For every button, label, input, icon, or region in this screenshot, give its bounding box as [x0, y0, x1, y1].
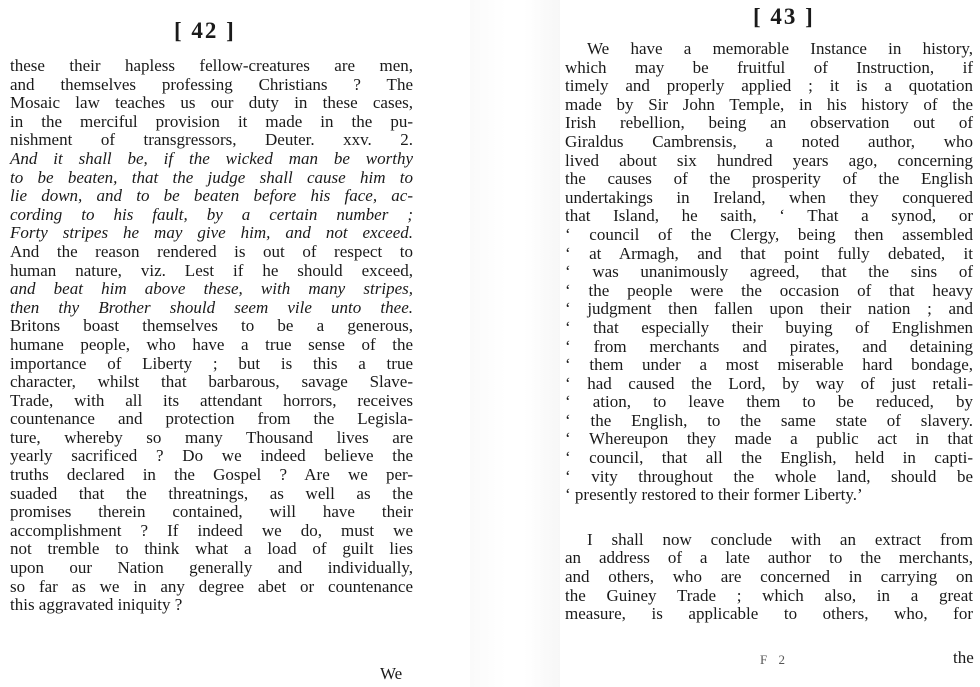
text-line: and beat him above these, with many stripes, — [10, 279, 413, 299]
text-line: Irish rebellion, being an observation out of — [565, 113, 973, 133]
text-line: ‘ that especially their buying of Englishmen — [565, 317, 973, 337]
text-line: And it shall be, if the wicked man be worthy — [10, 148, 413, 168]
page-number: [ 42 ] — [174, 18, 236, 43]
text-line: the Guiney Trade ; which also, in a great — [565, 585, 973, 605]
text-line: measure, is applicable to others, who, for — [565, 604, 973, 624]
left-page-text — [10, 57, 413, 615]
text-line: an address of a late author to the merchants, — [565, 548, 973, 568]
text-line: the causes of the prosperity of the English — [565, 169, 973, 189]
text-line: Mosaic law teaches us our duty in these cases, — [10, 93, 413, 113]
signature-mark: F 2 — [760, 652, 789, 667]
text-line: that Island, he saith, ‘ That a synod, or — [565, 206, 973, 226]
text-line: ‘ the people were the occasion of that heavy — [565, 280, 973, 300]
text-line: ‘ was unanimously agreed, that the sins of — [565, 262, 973, 282]
text-line: yearly sacrificed ? Do we indeed believe the — [10, 446, 413, 466]
text-line: Giraldus Cambrensis, a noted author, who — [565, 131, 973, 151]
text-line: upon our Nation generally and individually, — [10, 558, 413, 578]
text-line: nishment of transgressors, Deuter. xxv. 2. — [10, 130, 413, 150]
text-line: Forty stripes he may give him, and not exceed. — [10, 223, 413, 243]
text-line: and themselves professing Christians ? The — [10, 74, 413, 94]
text-line: not tremble to think what a load of guilt lies — [10, 539, 413, 559]
text-line: made by Sir John Temple, in his history of the — [565, 94, 973, 114]
text-line: Trade, with all its attendant horrors, receives — [10, 390, 413, 410]
catchword: We — [380, 664, 403, 683]
text-line: suaded that the threatnings, as well as the — [10, 483, 413, 503]
text-line: character, whilst that barbarous, savage Slave- — [10, 372, 413, 392]
text-line: promises therein contained, will have their — [10, 502, 413, 522]
text-line: ‘ council, that all the English, held in capti- — [565, 448, 973, 468]
text-line: then thy Brother should seem vile unto thee. — [10, 297, 413, 317]
text-line: ‘ vity throughout the whole land, should be — [565, 466, 973, 486]
text-line: accomplishment ? If indeed we do, must we — [10, 520, 413, 540]
text-line: ‘ from merchants and pirates, and detaining — [565, 336, 973, 356]
text-line: timely and properly applied ; it is a quotation — [565, 76, 973, 96]
text-line: ‘ had caused the Lord, by way of just retali- — [565, 373, 973, 393]
text-line: undertakings in Ireland, when they conquered — [565, 187, 973, 207]
text-line: cording to his fault, by a certain number ; — [10, 204, 413, 224]
right-page-text — [565, 40, 973, 624]
text-line: lie down, and to be beaten before his face, ac- — [10, 186, 413, 206]
text-line: importance of Liberty ; but is this a true — [10, 353, 413, 373]
catchword: the — [953, 648, 974, 667]
right-page — [560, 0, 980, 687]
text-line: countenance and protection from the Legisla- — [10, 409, 413, 429]
text-line: and others, who are concerned in carrying on — [565, 567, 973, 587]
text-line: so far as we in any degree abet or countenance — [10, 576, 413, 596]
text-line: ‘ ation, to leave them to be reduced, by — [565, 392, 973, 412]
text-line: which may be fruitful of Instruction, if — [565, 57, 973, 77]
text-line: ‘ council of the Clergy, being then assembled — [565, 224, 973, 244]
text-line: ‘ at Armagh, and that point fully debated, it — [565, 243, 973, 263]
text-line: And the reason rendered is out of respect to — [10, 241, 413, 261]
text-line: humane people, who have a true sense of the — [10, 334, 413, 354]
text-line: to be beaten, that the judge shall cause him to — [10, 167, 413, 187]
text-line: this aggravated iniquity ? — [10, 595, 183, 615]
text-line: ‘ the English, to the same state of slavery. — [565, 410, 973, 430]
text-line: in the merciful provision it made in the pu- — [10, 111, 413, 131]
text-line: ture, whereby so many Thousand lives are — [10, 427, 413, 447]
left-page — [0, 0, 470, 687]
text-line: ‘ Whereupon they made a public act in that — [565, 429, 973, 449]
text-line: truths declared in the Gospel ? Are we per- — [10, 465, 413, 485]
text-line: ‘ presently restored to their former Liberty.’ — [565, 485, 863, 505]
text-line: We have a memorable Instance in history, — [587, 39, 973, 58]
text-line: ‘ judgment then fallen upon their nation ; and — [565, 299, 973, 319]
text-line: human nature, viz. Lest if he should exceed, — [10, 260, 413, 280]
text-line: lived about six hundred years ago, concerning — [565, 150, 973, 170]
text-line: ‘ them under a most miserable hard bondage, — [565, 355, 973, 375]
text-line: Britons boast themselves to be a generous, — [10, 316, 413, 336]
text-line: these their hapless fellow-creatures are men, — [10, 56, 413, 75]
book-gutter — [470, 0, 560, 687]
text-line: I shall now conclude with an extract from — [587, 529, 973, 549]
page-number: [ 43 ] — [753, 4, 815, 29]
